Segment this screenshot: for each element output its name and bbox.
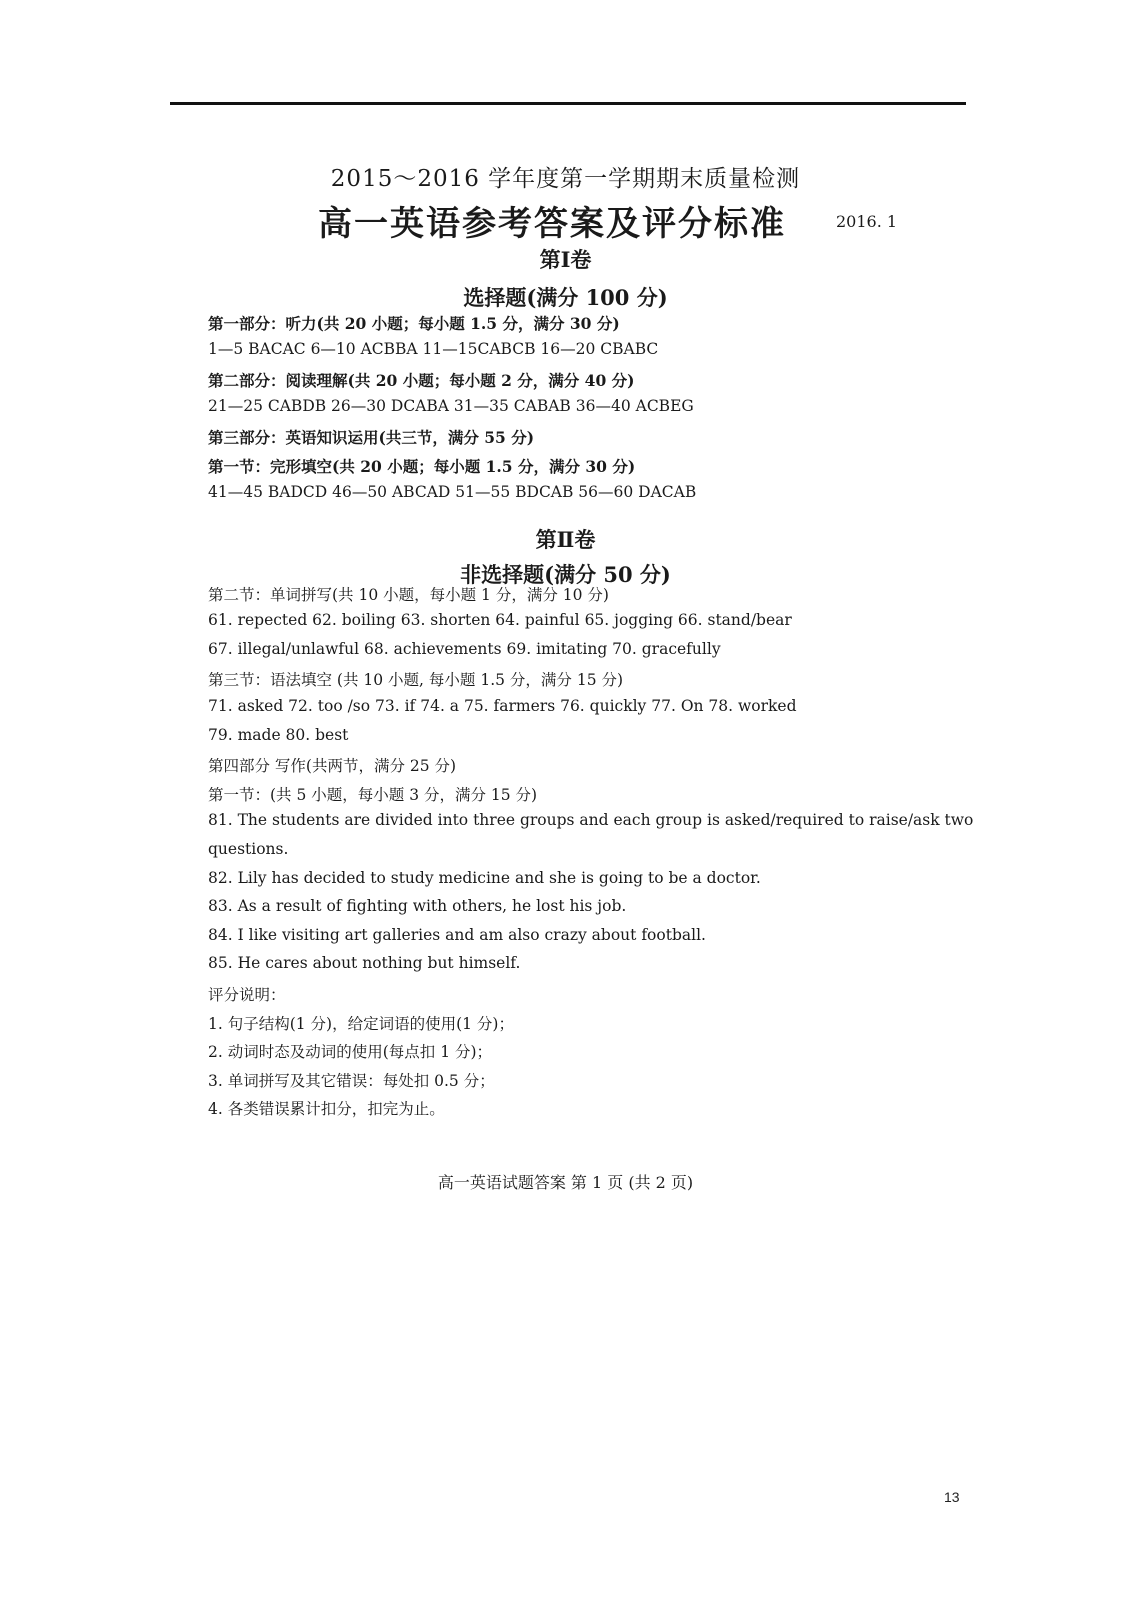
section-heading-cloze: 第一节：完形填空(共 20 小题；每小题 1.5 分，满分 30 分) — [208, 457, 636, 476]
scoring-note-2: 2. 动词时态及动词的使用(每点扣 1 分)； — [208, 1043, 493, 1061]
answer-sentence-81: 81. The students are divided into three groups and each group is asked/required to raise/ask two — [208, 811, 974, 829]
answer-line-reading: 21—25 CABDB 26—30 DCABA 31—35 CABAB 36—40 ACBEG — [208, 397, 694, 415]
answer-line-grammar-1: 71. asked 72. too /so 73. if 74. a 75. farmers 76. quickly 77. On 78. worked — [208, 697, 797, 715]
section-heading-spelling: 第二节：单词拼写(共 10 小题，每小题 1 分，满分 10 分) — [208, 586, 609, 604]
page-footer: 高一英语试题答案 第 1 页 (共 2 页) — [437, 1173, 694, 1192]
page-number: 13 — [944, 1489, 960, 1505]
scoring-note-1: 1. 句子结构(1 分)，给定词语的使用(1 分)； — [208, 1015, 514, 1033]
answer-sentence-84: 84. I like visiting art galleries and am also crazy about football. — [208, 926, 706, 944]
section-heading-reading: 第二部分：阅读理解(共 20 小题；每小题 2 分，满分 40 分) — [208, 371, 635, 390]
volume-1-heading: 第Ⅰ卷 — [539, 247, 592, 272]
scoring-notes-heading: 评分说明： — [208, 986, 286, 1004]
document-date: 2016. 1 — [836, 212, 898, 231]
answer-line-cloze: 41—45 BADCD 46—50 ABCAD 51—55 BDCAB 56—60 DACAB — [208, 483, 697, 501]
volume-2-heading: 第Ⅱ卷 — [535, 527, 596, 552]
section-heading-grammar: 第三节：语法填空 (共 10 小题, 每小题 1.5 分，满分 15 分) — [208, 671, 624, 689]
answer-sentence-81-continued: questions. — [208, 840, 289, 858]
volume-1-subheading: 选择题(满分 100 分) — [463, 285, 668, 310]
answer-line-spelling-1: 61. repected 62. boiling 63. shorten 64. painful 65. jogging 66. stand/bear — [208, 611, 792, 629]
scoring-note-4: 4. 各类错误累计扣分，扣完为止。 — [208, 1100, 445, 1118]
section-heading-writing: 第四部分 写作(共两节，满分 25 分) — [208, 757, 457, 775]
volume-2-subheading: 非选择题(满分 50 分) — [460, 562, 671, 587]
scoring-note-3: 3. 单词拼写及其它错误：每处扣 0.5 分； — [208, 1072, 495, 1090]
answer-sentence-82: 82. Lily has decided to study medicine and she is going to be a doctor. — [208, 869, 761, 887]
exam-subtitle: 2015～2016 学年度第一学期期末质量检测 — [330, 166, 801, 192]
section-heading-writing-part1: 第一节：(共 5 小题，每小题 3 分，满分 15 分) — [208, 786, 538, 804]
answer-line-grammar-2: 79. made 80. best — [208, 726, 349, 744]
top-rule — [170, 102, 966, 105]
answer-line-listening: 1—5 BACAC 6—10 ACBBA 11—15CABCB 16—20 CBABC — [208, 340, 659, 358]
answer-sentence-85: 85. He cares about nothing but himself. — [208, 954, 521, 972]
document-title: 高一英语参考答案及评分标准 — [318, 204, 786, 244]
answer-line-spelling-2: 67. illegal/unlawful 68. achievements 69. imitating 70. gracefully — [208, 640, 721, 658]
section-heading-listening: 第一部分：听力(共 20 小题；每小题 1.5 分，满分 30 分) — [208, 314, 620, 333]
section-heading-language-use: 第三部分：英语知识运用(共三节，满分 55 分) — [208, 428, 535, 447]
answer-sentence-83: 83. As a result of fighting with others, he lost his job. — [208, 897, 627, 915]
